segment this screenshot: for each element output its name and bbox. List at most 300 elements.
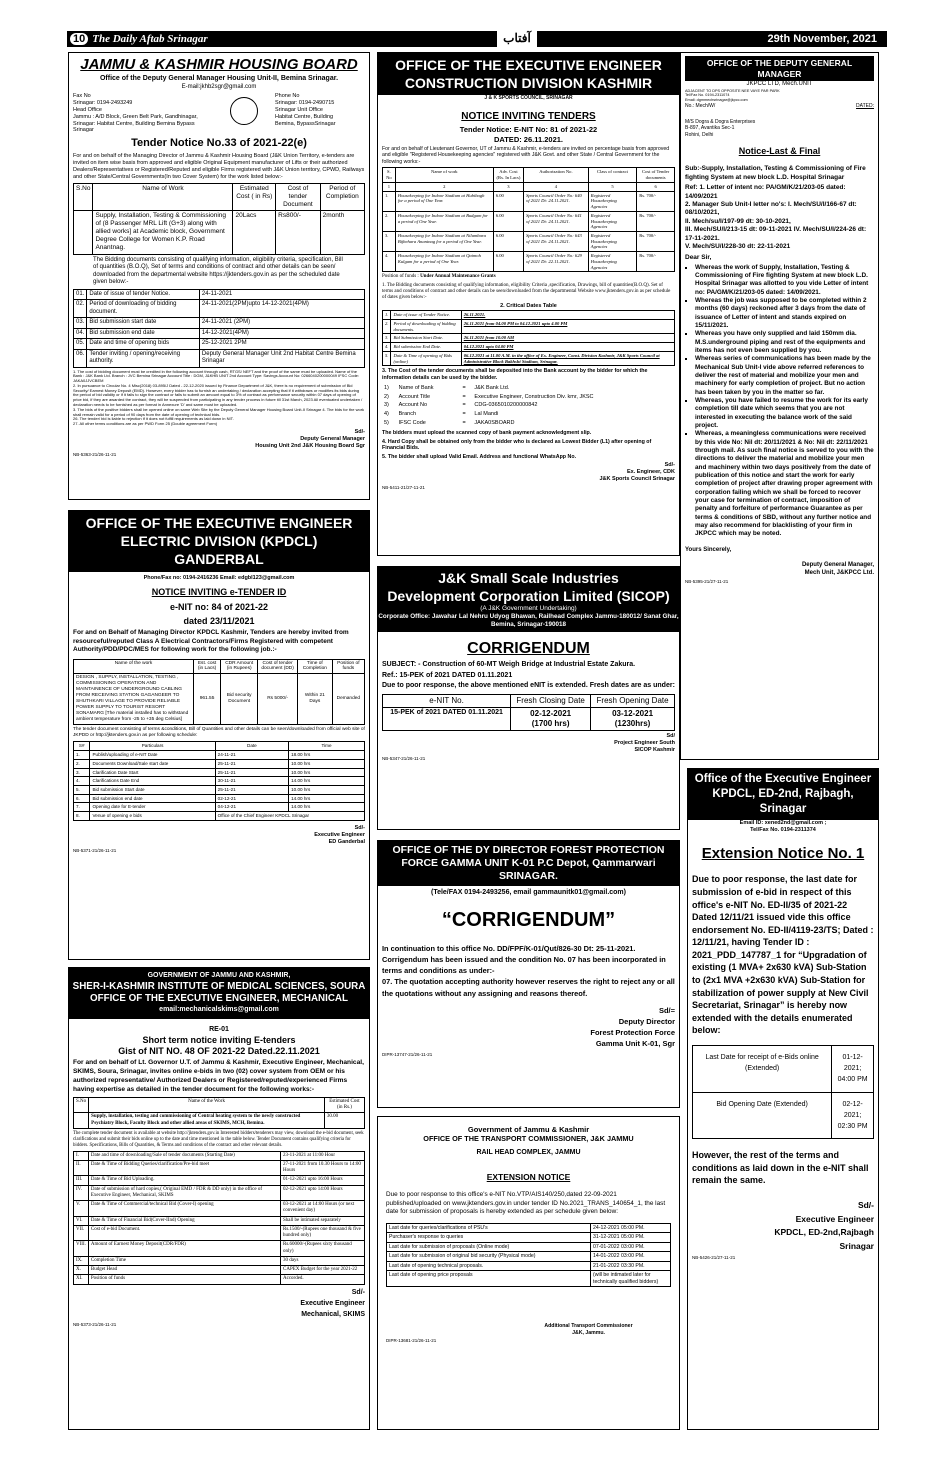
kpdcl-ref: NB-5426-21/27-11-21 <box>692 1255 736 1261</box>
transport-addr: RAIL HEAD COMPLEX, JAMMU <box>476 1149 581 1157</box>
skims-intro: For and on behalf of Lt. Governor U.T. of Jammu & Kashmir, Executive Engineer, Mechanical, SKIMS, Soura, Srinagar, invites online e-bids in two (02) cover system from OEM or his authorized representative/ Authorized Dealers or Registered/reputed/experienced Firms having expertise as detailed in the tender document for the following works:- <box>73 1059 364 1093</box>
dgm-point: ▪ Whereas the job was supposed to be completed within 2 months (60 days) reckoned after 3 days from the date of issuance of Letter of intent and stands expired on 15/11/2021. <box>695 297 874 330</box>
th: Name of the Work <box>89 1097 325 1113</box>
dgm-to: M/S Dogra & Dogra Enterprises B-897, Avantika Sec-1 Rohini, Delhi <box>685 119 756 138</box>
td: 25-11-21 <box>215 785 288 794</box>
td: Completion Time <box>88 1256 280 1265</box>
page-number: 10 <box>70 33 88 45</box>
dgm-refs: Ref: 1. Letter of intent no: PA/GM/K/21/203-05 dated: 14/09/2021 2. Manager Sub Unit-I letter no's: I. Mech/SU/I/166-67 dt: 08/10/2021, II. Mech/su/I/197-99 dt: 30-10-2021, III. Mech/SU/I/213-15 dt: 09-11-2021 IV. Mech/SU/I/224-26 dt: 17-11-2021. V. Mech/SU/I/228-30 dt: 22-11-2021 <box>685 184 867 251</box>
td: 10.00 hrs <box>289 759 365 768</box>
td: Rs. 700/- <box>637 191 675 211</box>
kash-work-table <box>382 167 675 272</box>
td: Demanded <box>332 674 364 725</box>
gand-ref: NB-5371-21/26-11-21 <box>73 847 117 853</box>
td: 04.12.2021 upto 04.00 PM <box>461 343 674 352</box>
td: 14-01-2022 03:00 PM. <box>591 1252 671 1262</box>
ad-transport <box>377 1116 680 1430</box>
td: Housekeeping for Indoor Stadium at Budgam for a period of One Year. <box>395 211 493 231</box>
td: 8. <box>74 812 90 821</box>
td: Last Date for receipt of e-Bids online (Extended) <box>693 1046 832 1093</box>
gand-sign: Sd/- Executive Engineer ED Ganderbal <box>314 824 365 845</box>
dgm-point: ▪ Whereas, a meaningless communications were received by this vide No: Nil dt: 20/11/2021 & No: Nil dt: 22/11/2021 through mail. As such final notice is served to you with the directions to deliver the material and mobilize your men and machinery within two days positively from the date of publication of this notice and start the work for early completion of project after drawing proper agreement with corporation failing which we shall be forced to recover your case for termination of contract, imposition of penalty and forfeiture of performance Guarantee as per terms & conditions of SBD, without any further notice and may also recommend for blacklisting of your firm in JKPCC which may be noted. <box>695 430 874 538</box>
dgm-no: No.: Mech/W/ <box>685 102 716 109</box>
jkhb-terms: 1. The cost of bidding document must be credited in the following account through cash, RTGS/ NEFT and the proof of the same must be uploaded. Name of the Bank : J&K Bank Ltd. Branch : JVC Bemina Srinagar Account Title : DGM, J&KHB UNIT 2nd Account Type: Savings Account No: 0266040200000049 IFSC Code: JAKA0JJVCBEM 2. In pursuance to Circular No. 4 Misc(2018) 03-895/J Dated - 22-12-2020 issued by Finance Department of J&K, there is no requirement of submission of Bid Security/ Earnest Money Deposit (EMD). However, every bidder has to furnish an undertaking / declaration accepting that if it withdraws or modifies its bids during the period of bid validity or if it fails to sign the contract or fails to submit an amount equal to 3% of contract as performance security within 07 days of opening of price bid, if they are awarded the contract, they will be suspended from participating in any tender process in future till 31st March, 2023 All eventuated undertaken / declaration needs to be furnished as per format in Annexure 'D' and same must be uploaded. 3. The bids of the positive bidders shall be opened online on same Web Site by the Deputy General Manager Housing Board Unit-II Srinagar 4. The bids for the work shall remain valid for a period of 90 days from the date of opening of technical bids. 26. The tender/ bid is liable to rejection if it does not fulfill requirements as laid down in NIT. 27. All other terms conditions are as per PWD Form 25 (Double agreement Form) <box>73 368 365 427</box>
td: CAPEX Budget for the year 2021-22 <box>281 1266 365 1275</box>
sicop-title2: Development Corporation Limited (SICOP) <box>387 587 670 604</box>
skims-note: The complete tender document is available at website http://jktenders.gov.in Interested bidders/tenderers may view, download the e-bid document, seek clarifications and submit their bids online up to the date and time mentioned in the table below. Tender Document contains qualifying criteria for bidders. Specifications, Bills of Quantities, & Terms and conditions of the contract and other relevant details. <box>73 1130 364 1148</box>
th: Cost of Tender documents <box>637 168 675 182</box>
th: Class of contract <box>588 168 636 182</box>
th: Adv. Cost (Rs. In Lacs) <box>493 168 523 182</box>
td: Registered Housekeeping Agencies <box>588 231 636 251</box>
td: Rs. 700/- <box>637 211 675 231</box>
td: XI. <box>74 1275 89 1284</box>
skims-re: RE-01 <box>209 1025 229 1033</box>
td: 14-12-2021(4PM) <box>199 328 364 339</box>
td: Account No <box>398 402 428 409</box>
issue-date: 29th November, 2021 <box>767 33 877 45</box>
kpdcl-notice: Extension Notice No. 1 <box>701 844 865 862</box>
td: Last date for queries/clarifications of PSU's <box>387 1223 591 1233</box>
dgm-ref: NB-5395-21/27-11-21 <box>685 579 729 585</box>
td: 02-12-2021; 02:30 PM <box>832 1092 874 1139</box>
th: Position of funds <box>332 659 364 674</box>
td: 4 <box>524 182 589 191</box>
dgm-sub: JKPCC LTD, Mech.UNIT <box>746 81 813 88</box>
th: S.No <box>74 1097 89 1113</box>
td: 10.00 hrs <box>289 785 365 794</box>
td: Housekeeping for Indoor Stadium at Hubibagh for a period of One Year. <box>395 191 493 211</box>
th: CDR Amount (in Rupees) <box>221 659 258 674</box>
gand-contact: Phone/Fax no: 0194-2416236 Email: edgbl123@gmail.com <box>143 574 295 581</box>
forest-title: OFFICE OF THE DY DIRECTOR FOREST PROTECTION FORCE GAMMA UNIT K-01 P.C Depot, Qammarwari SRINAGAR. <box>378 841 679 886</box>
td: 26.11.2021 from 04.00 PM to 04.12.2021 upto 4.00 PM <box>461 320 674 334</box>
kash-sign: Sd/- Ex. Engineer, CDK J&K Sports Council Srinagar <box>599 462 675 483</box>
kash-note3: 3. The Cost of the tender documents shall be deposited into the Bank account by the bidder for which the information details can be used by the bidder. <box>382 368 648 382</box>
td: DESIGN , SUPPLY, INSTALLATION, TESTING , COMMISSIONING OPERATION AND MAINTAINENCE OF UNDERGROUND CABLING FROM RECEIVING STATION GAGANGEER TO SHUTHKARI VILLAGE TO PROVIDE RELIABLE POWER SUPPLY TO TOURIST RESORT SONAMARG [The material installed has to withstand ambient temperature from -25 to +35 deg Celsius] <box>74 674 194 725</box>
sicop-sub: (A J&K Government Undertaking) <box>480 605 577 612</box>
dgm-yours: Yours Sincerely, <box>685 546 732 553</box>
ad-jkpcc <box>680 52 879 760</box>
td: 24-11-2021 (2PM) <box>199 318 364 329</box>
skims-title: SHER-I-KASHMIR INSTITUTE OF MEDICAL SCIENCES, SOURA OFFICE OF THE EXECUTIVE ENGINEER, MECHANICAL <box>72 980 366 1005</box>
paper-name: The Daily Aftab Srinagar <box>92 33 208 45</box>
masthead-logo: آفتاب <box>497 31 537 47</box>
td: Registered Housekeeping Agencies <box>588 211 636 231</box>
td: 01. <box>74 289 87 300</box>
th: Time of Completion <box>297 659 332 674</box>
th: Period of Completion <box>320 183 364 210</box>
transport-ref: DIPR-13681-21/26-11-21 <box>386 1338 437 1344</box>
td: Venue of opening e bids <box>90 812 215 821</box>
td: 3. <box>383 231 396 251</box>
td: 15-PEK of 2021 DATED 01.11.2021 <box>383 708 511 731</box>
td: Date & Time of opening of Bids (online) <box>391 351 461 365</box>
td: 6.00 <box>493 191 523 211</box>
td: Date and time of downloading/Sale of tender documents (Starting Date) <box>88 1151 280 1160</box>
td: 2. <box>383 211 396 231</box>
td: Registered Housekeeping Agencies <box>588 252 636 272</box>
th: Estimated Cost ( in Rs) <box>233 183 276 210</box>
td: Cost of e-bid Document. <box>88 1225 280 1241</box>
td: 6 <box>637 182 675 191</box>
forest-corr: “CORRIGENDUM” <box>441 909 616 932</box>
td: 04-12-21 <box>215 803 288 812</box>
td: 2. <box>74 759 90 768</box>
th: Time <box>289 742 365 751</box>
sicop-sign: Sd/ Project Engineer South SICOP Kashmir <box>614 733 675 753</box>
td: 02-12-2021 upto 14:00 Hours <box>281 1185 365 1201</box>
td: 961.55 <box>194 674 221 725</box>
td: Bid Opening Date (Extended) <box>693 1092 832 1139</box>
td: Within 21 Days <box>297 674 332 725</box>
td: 6. <box>74 794 90 803</box>
jkhb-seal-icon <box>230 97 258 125</box>
sicop-table <box>382 694 675 731</box>
dgm-notice: Notice-Last & Final <box>738 145 821 156</box>
th: Cost of tender Document <box>276 183 321 210</box>
th: Particulars <box>90 742 215 751</box>
td: 03. <box>74 318 87 329</box>
td: 2 <box>395 182 493 191</box>
td: Position of funds <box>88 1275 280 1284</box>
th: Authorization No. <box>524 168 589 182</box>
td: I. <box>74 1151 89 1160</box>
td: Bid submission Start date <box>90 785 215 794</box>
td: Clarifications Date End <box>90 777 215 786</box>
td: Budget Head <box>88 1266 280 1275</box>
td: 2) <box>384 393 389 400</box>
td: Last date for submission of original bid security (Physical mode) <box>387 1252 591 1262</box>
sicop-ref: NB-5347-21/26-11-21 <box>382 755 426 761</box>
td: Shall be intimated separately <box>281 1216 365 1225</box>
td: VIII. <box>74 1241 89 1257</box>
td: 23-11-2021 at 11:00 Hour <box>281 1151 365 1160</box>
ad-sicop <box>377 566 680 830</box>
td: 24-11-2021 <box>199 289 364 300</box>
td: Sports Council Order No: 640 of 2021 Dt: 24.11.2021. <box>524 191 589 211</box>
td: 5) <box>384 420 389 427</box>
td: Sports Council Order No: 643 of 2021 Dt: 24.11.2021. <box>524 231 589 251</box>
td: = <box>462 402 466 409</box>
forest-sign: Sd/= Deputy Director Forest Protection Force Gamma Unit K-01, Sgr <box>590 1005 675 1049</box>
dgm-title: OFFICE OF THE DEPUTY GENERAL MANAGER <box>685 56 874 81</box>
forest-ref: DIPR-13747-21/26-11-21 <box>382 1051 433 1057</box>
td: Last date of opening technical proposals. <box>387 1261 591 1271</box>
td: Tender inviting / opening/receiving authority. <box>87 349 200 367</box>
dgm-point: ▪ Whereas series of communications has been made by the Mechanical Sub Unit-I vide above referred references to deliver the rest of material and mobilize your men and machinery for early completion of project. But no action has been taken by you in the matter so far. <box>695 355 874 397</box>
td: Account Title <box>398 393 431 400</box>
td: Last date for submission of proposals (Online mode) <box>387 1242 591 1252</box>
kash-note-upload: The bidders must upload the scanned copy of bank payment acknowledgment slip. <box>382 430 592 436</box>
td: Sports Council Order No: 641 of 2021 Dt: 24.11.2021. <box>524 211 589 231</box>
td: 6.00 <box>493 211 523 231</box>
ad-construction-kashmir: OFFICE OF THE EXECUTIVE ENGINEER CONSTRUCTION DIVISION KASHMIR J & K SPORTS COUNCIL, SRINAGAR NOTICE INVITING TENDERS Tender Notice: E-NIT No: 81 of 2021-22 DATED: 26.11.2021. For and on behalf of Lieutenant Governor, UT of Jammu & Kashmir, e-tenders are invited on percentage basis from approved and eligible "Registered Housekeeping agencies" registered with J&K Govt. and other State / Central Government for the following works:- S. No Name of work Adv. Cost (Rs. In Lacs) Authorization No. Class of contract Cost of Tender documents 1 2 3 4 5 6 1. Housekeeping for Indoor Stadium at Hubibagh for a period of One Year. 6.00 Sports Council Order No: 640 of 2021 Dt: 24.11.2021. Registered Housekeeping Agencies Rs. 700/- 2. Housekeeping for Indoor Stadium at Budgam for a period of One Year. 6.00 Sports Council Order No: 641 of 2021 Dt: 24.11.2021. Registered Housekeeping Agencies Rs. 700/- 3. Housekeeping for Indoor Stadium at Nilambara Bijbehara Anantnag for a period of One Year. 6.00 Sports Council Order No: 643 of 2021 Dt: 24.11.2021. Registered Housekeeping Agencies Rs. 700/- 4. Housekeeping for Indoor Stadium at Qaimoh Kulgam for a period of One Year. 6.00 Sports Council Order No: 629 of 2021 Dt: 22.11.2021. Registered Housekeeping Agencies Rs. 700/- Position of funds : Under Annual Maintenance Grants 1. The Bidding documents consisting of qualifying information, eligibility Criteria ,specification, Drawings, bill of quantities(B.O.Q). Set of terms and conditions of contract and other details can be seen/downloaded from the departmental Website www.jktenders.gov.in as per schedule of dates given below:- 2. Critical Dates Table 1. Date of issue of Tender Notice. 26.11.2021. 2. Period of downloading of bidding documents. 26.11.2021 from 04.00 PM to 04.12.2021 upto 4.00 PM 3. Bid Submission Start Date. 26.11.2021 from 10.00 AM 4. Bid submission End Date. 04.12.2021 upto 04.00 PM 5. Date & Time of opening of Bids (online) 06.12.2021 at 11.00 A.M. in the office of Ex. Engineer, Const. Division Kashmir, J&K Sports Council at Administrative Block Bakhshi Stadium, Srinagar. 3. The Cost of the tender documents shall be deposited into the Bank account by the bidder for which the information details can be used by the bidder. 1) Name of Bank = J&K Bank Ltd. 2) Account Title = Executive Engineer, Construction Div. kmr, JKSC 3) Account No = CDG-0365010200000842 4) Branch = Lal Mandi 5) IFSC Code = JAKA0SBOARD The bidders must upload the scanned copy of bank payment acknowledgment slip. 4. Hard Copy shall be obtained only from the bidder who is declared as Lowest Bidder (L1) after opening of Financial Bids. 5. The bidder shall upload Valid Email. Address and functional WhatsApp No. Sd/- Ex. Engineer, CDK J&K Sports Council Srinagar NB-5411-21/27-11-21 <box>377 52 680 556</box>
gand-intro: For and on Behalf of Managing Director KPDCL Kashmir, Tenders are hereby invited from resourceful/reputed Class A Electrical Contractors/Firms Registered with competent Authority/PDD/PDC/MES for following work for the following job.:- <box>73 629 349 654</box>
kpdcl-text: Due to poor response, the last date for submission of e-bid in respect of this office's e-NIT No. ED-II/35 of 2021-22 Dated 12/11/21 issued vide this office endorsement No. ED-II/4119-23/TS; Dated : 12/11/21, having Tender ID : 2021_PDD_147787_1 for “Upgradation of existing (1 MVA+ 2x630 kVA) Sub-Station to (2x1 MVA +2x630 kVA) Sub-Station for stabilization of power supply at New Civil Secretariat, Srinagar” is hereby now extended with the details enumerated below: <box>692 874 874 1036</box>
td: 03-12-2021 at 14:00 Hours (or next convenient day) <box>281 1201 365 1217</box>
td: Date of issue of Tender Notice. <box>391 311 461 320</box>
td: 04. <box>74 328 87 339</box>
dgm-point: ▪ Whereas, you have failed to resume the work for its early completion till date which seems that you are not interested in executing the balance work of the said project. <box>695 397 874 430</box>
td: Rs. 700/- <box>637 231 675 251</box>
kash-note5: 5. The bidder shall upload Valid Email. Address and functional WhatsApp No. <box>382 453 577 460</box>
td: VI. <box>74 1216 89 1225</box>
kash-pos-label: Position of funds <box>382 274 417 280</box>
td: Purchaser's response to queries <box>387 1233 591 1243</box>
td: II. <box>74 1160 89 1176</box>
td: III. <box>74 1176 89 1185</box>
td: JAKA0SBOARD <box>474 420 515 427</box>
td: Rs.60000/-(Rupees sixty thousand only) <box>281 1241 365 1257</box>
dgm-dated: DATED: <box>856 102 874 109</box>
jkhb-fax: Fax No Srinagar: 0194-2493249 Head Office Jammu : A/D Block, Green Belt Park, Gandhinagar, Srinagar: Habitat Centre, Building Bemina Bypass Srinagar <box>73 93 198 134</box>
td: Date & Time of Commercial/technical Bid (Cover-I) opening <box>88 1201 280 1217</box>
td: Rs. 700/- <box>637 252 675 272</box>
td: Bid submission start date <box>87 318 200 329</box>
jkhb-title: JAMMU & KASHMIR HOUSING BOARD <box>80 56 358 73</box>
td: 5. <box>383 351 391 365</box>
td: 06. <box>74 349 87 367</box>
jkhb-notice-title: Tender Notice No.33 of 2021-22(e) <box>131 137 307 150</box>
th: Est. cost (in Lacs) <box>194 659 221 674</box>
jkhb-note: The Bidding documents consisting of qualifying information, eligibility criteria, specification, Bill of quantities (B.O.Q), Set of terms and conditions of contract and other details can be seen/ downloaded from the departmental website https://jktenders.gov.in as per the scheduled date given below:- <box>93 256 343 285</box>
td: 6.00 <box>493 252 523 272</box>
td: 1. <box>383 191 396 211</box>
jkhb-email: E-mail:jkhb2sgr@gmail.com <box>181 83 257 90</box>
td: Bid submission End Date. <box>391 343 461 352</box>
td: Branch <box>398 411 417 418</box>
jkhb-intro: For and on behalf of the Managing Director of Jammu & Kashmir Housing Board (J&K Union Territory, e-tenders are invited on item wise basis from approved and eligible Original Equipment manufacturer of Lifts or their authorized Dealers/Representatives or Registered/Reputed and eligible Firms registered with J&K Union territory, CPWD, Railways and other State/Central Governments(In two Cover System) for the work listed below:- <box>73 153 365 180</box>
td: Date & Time of Bid Uploading. <box>88 1176 280 1185</box>
sicop-office: Corporate Office: Jawahar Lal Nehru Udyog Bhawan, Railhead Complex Jammu-180012/ Sanat Ghar, Bemina, Srinagar-190018 <box>378 613 679 628</box>
kpdcl-table <box>692 1045 874 1139</box>
td: 2month <box>320 210 364 254</box>
td: 5 <box>588 182 636 191</box>
th: e-NIT No. <box>383 695 511 708</box>
transport-govt: Government of Jammu & Kashmir <box>467 1125 590 1134</box>
td: 14.00 hrs <box>289 777 365 786</box>
td: VII. <box>74 1225 89 1241</box>
forest-contact: (Tele/FAX 0194-2493256, email gammaunitk01@gmail.com) <box>430 889 626 897</box>
kash-pos-val: Under Annual Maintenance Grants <box>420 274 496 280</box>
kash-bank-details <box>382 384 675 428</box>
td: 21-01-2022 03:30 PM. <box>591 1261 671 1271</box>
skims-ref: NB-5373-21/26-11-21 <box>73 1322 117 1328</box>
ad-jkhb <box>68 52 370 500</box>
td: Date of issue of tender Notice. <box>87 289 200 300</box>
td: 25-12-2021 2PM <box>199 339 364 350</box>
td: X. <box>74 1266 89 1275</box>
ad-skims <box>68 967 370 1430</box>
dgm-point: ▪ Whereas you have only supplied and laid 150mm dia. M.S.underground piping and rest of the equipments and items has not even been supplied by you. <box>695 330 874 355</box>
skims-notice: Short term notice inviting E-tenders <box>142 1034 296 1045</box>
td: IV. <box>74 1185 89 1201</box>
th: Name of Work <box>93 183 233 210</box>
td: 01-12-2021; 04:00 PM <box>832 1046 874 1093</box>
th: Fresh Closing Date <box>511 695 591 708</box>
jkhb-sign: Sd/- Deputy General Manager Housing Unit 2nd J&K Housing Board Sgr <box>255 429 365 449</box>
ad-forest <box>377 840 680 1108</box>
td: Sports Council Order No: 629 of 2021 Dt: 22.11.2021. <box>524 252 589 272</box>
td: 30 days <box>281 1256 365 1265</box>
kash-dated: DATED: 26.11.2021. <box>493 134 564 144</box>
td: V. <box>74 1201 89 1217</box>
skims-email: email:mechanicalskims@gmail.com <box>159 1006 279 1014</box>
kash-crit-table <box>382 310 675 366</box>
td: IX. <box>74 1256 89 1265</box>
td: Rs800/- <box>276 210 321 254</box>
kash-nit: Tender Notice: E-NIT No: 81 of 2021-22 <box>459 125 598 135</box>
forest-text: In continuation to this office No. DD/FPF/K-01/Qut/826-30 Dt: 25-11-2021. Corrigendum has been issued and the condition No. 07 has been incorporated in terms and conditions as under:- 07. The quotation accepting authority however reserves the right to reject any or all the quotations without any assigning and reasons thereof. <box>382 944 675 998</box>
kpdcl-footer: However, the rest of the terms and conditions as laid down in the e-NIT shall remain the same. <box>692 1150 869 1186</box>
td: 3. <box>74 768 90 777</box>
kpdcl-email: Email ID: xened2nd@gmail.com ; Tel/Fax No. 0194-2311374 <box>739 819 827 833</box>
gand-title: OFFICE OF THE EXECUTIVE ENGINEER ELECTRIC DIVISION (KPDCL) GANDERBAL <box>69 511 369 572</box>
skims-govt: GOVERNMENT OF JAMMU AND KASHMIR, <box>147 972 291 979</box>
kash-sub: J & K SPORTS COUNCIL, SRINAGAR <box>484 95 573 102</box>
td: = <box>462 393 466 400</box>
td: 5. <box>74 785 90 794</box>
gand-schedule <box>73 741 365 821</box>
gand-note: The tender document consisting of terms &conditions, Bill of Quantities and other details can be seen/downloaded from official web site of JKPDD or http://jktenders.gov.in as per following schedule: <box>73 727 365 739</box>
th: Fresh Opening Date <box>591 695 675 708</box>
jkhb-phone: Phone No Srinagar: 0194-2490715 Srinagar Unit Office Habitat Centre, Building Bemina, BypassSrinagar <box>275 93 336 127</box>
dgm-point: ▪ Whereas the work of Supply, Installation, Testing & Commissioning of Fire fighting System at new block L.D. Hospital Srinagar was allotted to you vide Letter of intent no: PA/GM/K/21/203-05 dated: 14/09/2021. <box>695 264 874 297</box>
th: Estimated Cost (in Rs.) <box>324 1097 364 1113</box>
td: Lal Mandi <box>474 411 499 418</box>
td: 4. <box>74 777 90 786</box>
sicop-corr: CORRIGENDUM <box>467 639 590 657</box>
td: 14.00 hrs <box>289 803 365 812</box>
td: 20Lacs <box>233 210 276 254</box>
td: 30-11-21 <box>215 777 288 786</box>
td: Rs 5000/- <box>258 674 298 725</box>
td: 25-11-21 <box>215 759 288 768</box>
td: 6.00 <box>493 231 523 251</box>
kash-ref: NB-5411-21/27-11-21 <box>382 485 425 491</box>
dgm-dear: Dear Sir, <box>685 253 712 261</box>
td: Bid Submission Start Date. <box>391 334 461 343</box>
td: Supply, Installation, Testing & Commissioning of (8 Passenger MRL Lift (G+3) along with allied works] at Academic block, Government Degree College for Women K.P. Road Anantnag. <box>93 210 233 254</box>
td: 06.12.2021 at 11.00 A.M. in the office of Ex. Engineer, Const. Division Kashmir, J&K Sports Council at Administrative Block Bakhshi Stadium, Srinagar. <box>461 351 674 365</box>
jkhb-work-table <box>73 183 365 255</box>
td: 10.00 hrs <box>289 768 365 777</box>
kpdcl-title: Office of the Executive Engineer KPDCL, ED-2nd, Rajbagh, Srinagar <box>688 769 878 820</box>
jkhb-ref: NB-5363-21/26-11-21 <box>73 451 117 457</box>
kash-note1: 1. The Bidding documents consisting of qualifying information, eligibility Criteria ,specification, Drawings, bill of quantities(B.O.Q). Set of terms and conditions of contract and other details can be seen/downloaded from the departmental Website www.jktenders.gov.in as per schedule of dates given below:- <box>382 282 671 301</box>
gand-dated: dated 23/11/2021 <box>183 615 255 626</box>
td: = <box>462 411 466 418</box>
th: S# <box>74 742 90 751</box>
td: 24-12-2021 05:00 PM. <box>591 1223 671 1233</box>
td: Housekeeping for Indoor Stadium at Nilambara Bijbehara Anantnag for a period of One Year. <box>395 231 493 251</box>
skims-sign: Sd/- Executive Engineer Mechanical, SKIMS <box>300 1288 365 1319</box>
td: 3 <box>493 182 523 191</box>
td: 05. <box>74 339 87 350</box>
td: Last date of opening price proposals <box>387 1271 591 1287</box>
sicop-ref-line: Ref.: 15-PEK of 2021 DATED 01.11.2021 <box>382 671 513 679</box>
td: Rs.1500/-(Rupees one thousand & five hundred only) <box>281 1225 365 1241</box>
sicop-title1: J&K Small Scale Industries <box>438 570 619 586</box>
td: Date and time of opening bids <box>87 339 200 350</box>
page-header <box>67 31 887 47</box>
transport-office: OFFICE OF THE TRANSPORT COMMISSIONER, J&K JAMMU <box>423 1134 634 1144</box>
dgm-small: ADJACENT TO DPS OPPOSITE NEE VAYE PAR PARK Tel/Fax No. 0194-2311074 Email: dgmmechsrinagar@jkpcc.com <box>685 88 780 103</box>
td: Office of the Chief Engineer KPDCL Srinagar <box>215 812 364 821</box>
td: 25-11-21 <box>215 768 288 777</box>
td: 14.00 hrs <box>289 794 365 803</box>
skims-gist: Gist of NIT NO. 48 OF 2021-22 Dated.22.11.2021 <box>118 1045 320 1056</box>
td: Accorded. <box>281 1275 365 1284</box>
td: Date of submission of hard copies,( Original EMD / FDR & DD only) in the office of Executive Engineer, Mechanical, SKIMS <box>88 1185 280 1201</box>
jkhb-schedule <box>73 289 365 368</box>
transport-sign: Additional Transport Commissioner J&K, Jammu. <box>544 1323 633 1336</box>
td: Name of Bank <box>398 384 434 391</box>
td: 1. <box>383 311 391 320</box>
td: (will be intimated later for technically qualified bidders) <box>591 1271 671 1287</box>
td: 02-12-21 <box>215 794 288 803</box>
td: Period of downloading of bidding documents. <box>391 320 461 334</box>
td: Deputy General Manager Unit 2nd Habitat Centre Bemina Srinagar <box>199 349 364 367</box>
th: Name of the work <box>74 659 194 674</box>
skims-schedule <box>73 1151 365 1285</box>
transport-table <box>386 1223 671 1288</box>
kash-note4: 4. Hard Copy shall be obtained only from the bidder who is declared as Lowest Bidder (L1) after opening of Financial Bids. <box>382 438 652 452</box>
td: = <box>462 384 466 391</box>
skims-work-table <box>73 1097 365 1129</box>
sicop-subject: SUBJECT: - Construction of 60-MT Weigh Bridge at Industrial Estate Zakura. <box>382 660 636 668</box>
td: 18.00 hrs <box>289 751 365 760</box>
td: Bid submission end date <box>90 794 215 803</box>
th: Name of work <box>395 168 493 182</box>
td: Opening date for E-tender <box>90 803 215 812</box>
td: 1) <box>384 384 389 391</box>
sicop-text: Due to poor response, the above mentioned eNIT is extended. Fresh dates are as under: <box>382 682 675 690</box>
th: Cost of tender document (DD) <box>258 659 298 674</box>
td: 24-11-2021(2PM)upto 14-12-2021(4PM) <box>199 300 364 318</box>
kash-crit-title: 2. Critical Dates Table <box>500 303 557 310</box>
transport-notice: EXTENSION NOTICE <box>486 1172 571 1183</box>
td: 1. <box>74 751 90 760</box>
td: Amount of Earnest Money Deposit(CDR/FDR) <box>88 1241 280 1257</box>
kpdcl-sign: Sd/- Executive Engineer KPDCL, ED-2nd,Rajbagh Srinagar <box>774 1199 874 1251</box>
th: S. No <box>383 168 396 182</box>
gand-notice: NOTICE INVITING e-TENDER ID <box>151 587 287 598</box>
kash-title: OFFICE OF THE EXECUTIVE ENGINEER CONSTRUCTION DIVISION KASHMIR <box>378 53 679 95</box>
td: 07-01-2022 03:00 PM. <box>591 1242 671 1252</box>
transport-text: Due to poor response to this office's e-NIT No.VTP/AIS140/250,dated 22-09-2021 published/uploaded on www.jktenders.gov.in under tender ID No.2021_TRANS_140654_1, the last date for submission of proposals is hereby extended as per schedule given below: <box>386 1190 666 1216</box>
td: Executive Engineer, Construction Div. kmr, JKSC <box>474 393 594 400</box>
td: 2. <box>383 320 391 334</box>
gand-work-table <box>73 659 365 726</box>
td: 26.11.2021 from 10.00 AM <box>461 334 674 343</box>
td: 4. <box>383 252 396 272</box>
gand-nit: e-NIT no: 84 of 2021-22 <box>169 601 269 612</box>
dgm-points <box>685 264 874 539</box>
td: Housekeeping for Indoor Stadium at Qaimoh Kulgam for a period of One Year. <box>395 252 493 272</box>
td: Bid submission end date <box>87 328 200 339</box>
td: 27-11-2021 from 10.30 Hours to 14:00 Hours <box>281 1160 365 1176</box>
td: J&K Bank Ltd. <box>474 384 510 391</box>
td: 01-12-2021 upto 16:00 Hours <box>281 1176 365 1185</box>
td: IFSC Code <box>398 420 426 427</box>
kash-intro: For and on behalf of Lieutenant Governor, UT of Jammu & Kashmir, e-tenders are invited on percentage basis from approved and eligible "Registered Housekeeping agencies" registered with J&K Govt. and other State / Central Government for the following works:- <box>382 145 670 165</box>
td: Documents Download/Sale start date <box>90 759 215 768</box>
th: S.No <box>74 183 93 210</box>
dgm-sign: Deputy General Manager, Mech Unit, J&KPCC Ltd. <box>801 562 874 576</box>
ad-kpdcl-ed2 <box>687 768 879 1430</box>
